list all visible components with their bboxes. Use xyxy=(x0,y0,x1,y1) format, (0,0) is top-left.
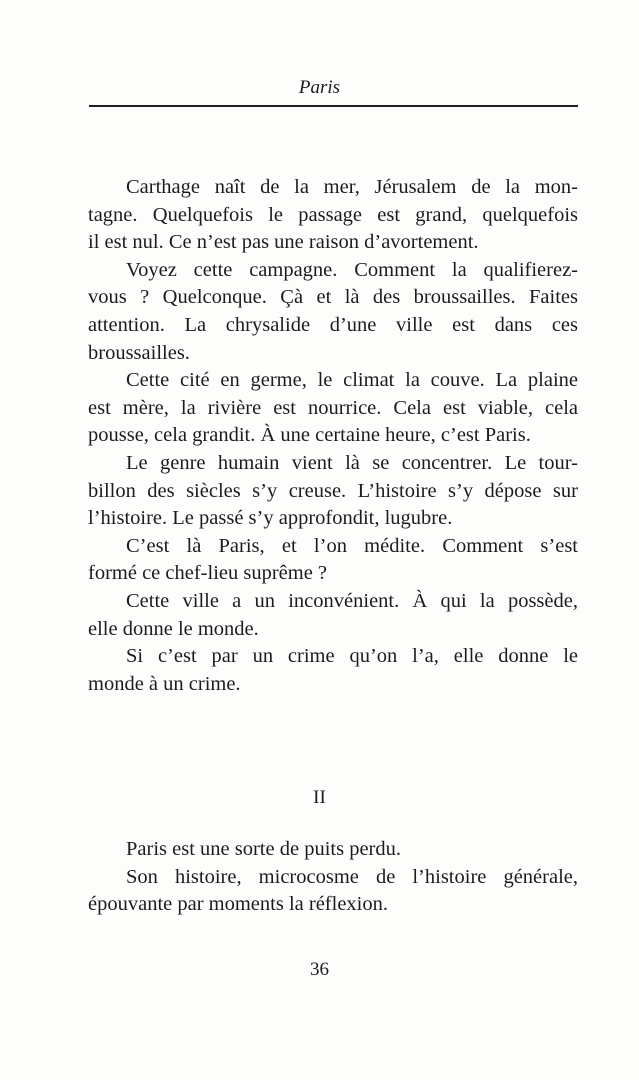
text-line: il est nul. Ce n’est pas une raison d’avortement. xyxy=(88,231,479,254)
paragraph xyxy=(88,450,578,533)
text-line: pousse, cela grandit. À une certaine heure, c’est Paris. xyxy=(88,424,531,447)
text-line: l’histoire. Le passé s’y approfondit, lugubre. xyxy=(88,507,453,530)
paragraph xyxy=(88,588,578,643)
text-line: Voyez cette campagne. Comment la qualifierez- xyxy=(126,258,578,281)
paragraph xyxy=(88,367,578,450)
text-line: billon des siècles s’y creuse. L’histoire s’y dépose sur xyxy=(88,479,578,502)
text-line: Si c’est par un crime qu’on l’a, elle donne le xyxy=(126,645,578,668)
text-line: monde à un crime. xyxy=(88,672,241,695)
paragraph xyxy=(88,174,578,257)
header-rule xyxy=(89,105,578,107)
text-line: Paris est une sorte de puits perdu. xyxy=(126,838,401,860)
body-text-part-2 xyxy=(88,836,578,919)
running-head-title: Paris xyxy=(298,77,341,98)
paragraph xyxy=(88,836,578,864)
paragraph xyxy=(88,864,578,919)
text-line: attention. La chrysalide d’une ville est dans ces xyxy=(88,313,578,336)
page-number: 36 xyxy=(310,959,329,980)
text-line: broussailles. xyxy=(88,341,190,364)
text-line: Cette cité en germe, le climat la couve. La plaine xyxy=(126,369,578,392)
text-line: C’est là Paris, et l’on médite. Comment s’est xyxy=(126,534,578,557)
text-line: Carthage naît de la mer, Jérusalem de la mon- xyxy=(126,176,578,198)
text-line: Son histoire, microcosme de l’histoire générale, xyxy=(126,865,578,888)
text-line: Cette ville a un inconvénient. À qui la possède, xyxy=(126,589,578,612)
paragraph xyxy=(88,643,578,698)
text-line: vous ? Quelconque. Çà et là des broussailles. Faites xyxy=(88,286,578,309)
text-line: elle donne le monde. xyxy=(88,617,259,640)
body-text-part-1 xyxy=(88,174,578,698)
text-line: tagne. Quelquefois le passage est grand, quelquefois xyxy=(88,203,578,226)
text-line: Le genre humain vient là se concentrer. Le tour- xyxy=(126,451,578,474)
text-line: est mère, la rivière est nourrice. Cela est viable, cela xyxy=(88,396,578,419)
paragraph xyxy=(88,257,578,367)
section-number: II xyxy=(313,787,326,808)
text-line: épouvante par moments la réflexion. xyxy=(88,893,388,916)
text-line: formé ce chef-lieu suprême ? xyxy=(88,562,328,585)
paragraph xyxy=(88,533,578,588)
